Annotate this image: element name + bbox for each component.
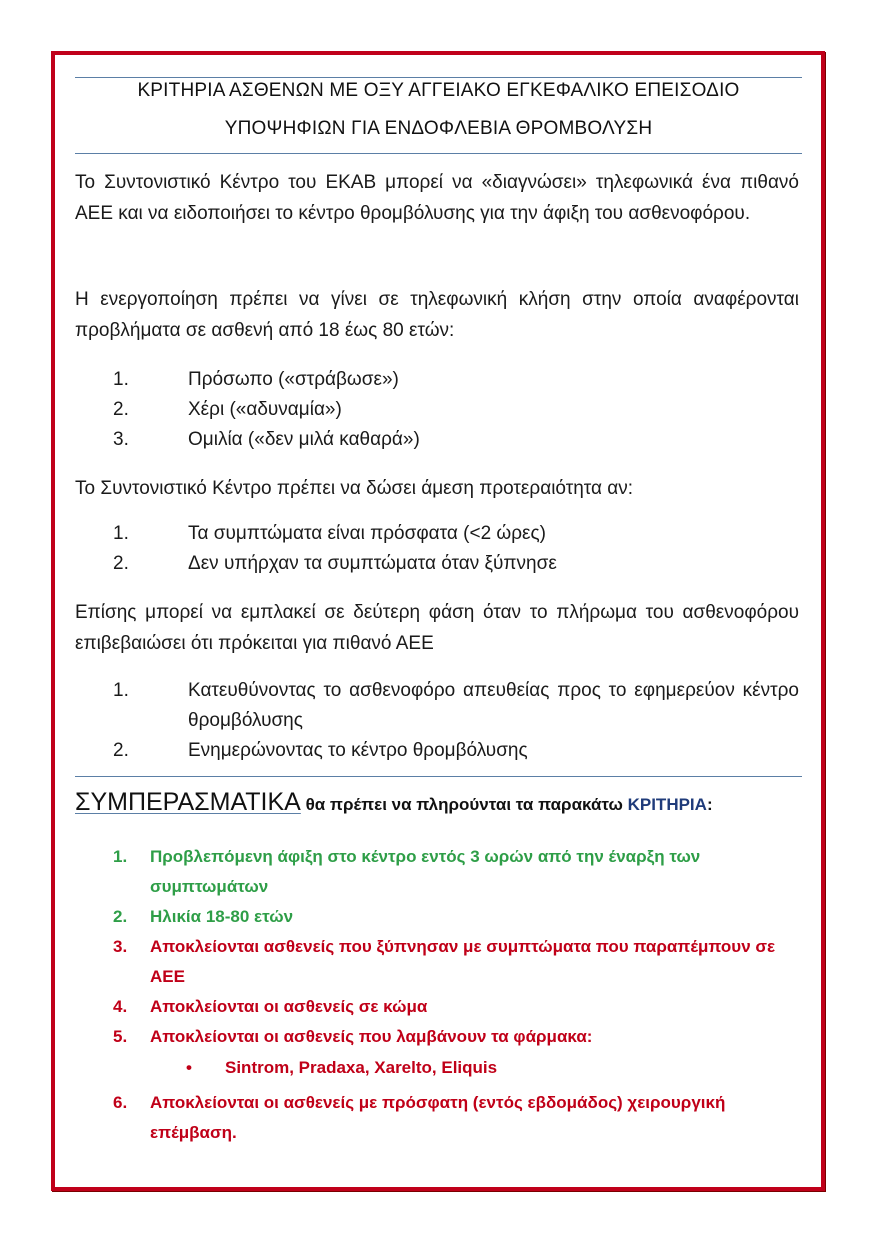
list-item: Ομιλία («δεν μιλά καθαρά»)	[188, 429, 420, 450]
section-rule	[75, 776, 802, 777]
list-item: Τα συμπτώματα είναι πρόσφατα (<2 ώρες)	[188, 523, 547, 544]
conclusion-colon: :	[706, 795, 713, 814]
paragraph-second-phase: Επίσης μπορεί να εμπλακεί σε δεύτερη φάση όταν το πλήρωμα του ασθενοφόρου επιβεβαιώσει ότι πρόκειται για πιθανό ΑΕΕ	[75, 602, 799, 654]
criteria-number: 1.	[113, 847, 128, 866]
drugs-list-item: Sintrom, Pradaxa, Xarelto, Eliquis	[225, 1058, 498, 1077]
paragraph-ekab: Το Συντονιστικό Κέντρο του ΕΚΑΒ μπορεί να «διαγνώσει» τηλεφωνικά ένα πιθανό ΑΕΕ και να ειδοποιήσει το κέντρο θρομβόλυσης για την άφιξη του ασθενοφόρου.	[75, 172, 799, 224]
list-item-number: 2.	[113, 553, 129, 574]
list-item: Ενημερώνοντας το κέντρο θρομβόλυσης	[188, 740, 528, 761]
criteria-item: Αποκλείονται οι ασθενείς που λαμβάνουν τα φάρμακα:	[150, 1027, 593, 1046]
conclusion-keyword: ΚΡΙΤΗΡΙΑ	[627, 795, 707, 814]
conclusion-text: θα πρέπει να πληρούνται τα παρακάτω	[300, 795, 628, 814]
list-item: Χέρι («αδυναμία»)	[188, 399, 342, 420]
conclusion-heading: ΣΥΜΠΕΡΑΣΜΑΤΙΚΑ	[75, 788, 301, 816]
criteria-item: Αποκλείονται οι ασθενείς σε κώμα	[150, 997, 428, 1016]
list-item: Κατευθύνοντας το ασθενοφόρο απευθείας προς το εφημερεύον κέντρο θρομβόλυσης	[188, 680, 799, 731]
title-top-rule	[75, 77, 802, 78]
list-item: Πρόσωπο («στράβωσε»)	[188, 369, 399, 390]
criteria-number: 4.	[113, 997, 128, 1016]
list-item-number: 3.	[113, 429, 129, 450]
criteria-number: 3.	[113, 937, 128, 956]
criteria-item: Αποκλείονται οι ασθενείς με πρόσφατη (εντός εβδομάδος) χειρουργική επέμβαση.	[150, 1093, 726, 1142]
title-bottom-rule	[75, 153, 802, 154]
criteria-number: 2.	[113, 907, 128, 926]
conclusion-heading-line	[75, 788, 713, 817]
criteria-item: Προβλεπόμενη άφιξη στο κέντρο εντός 3 ωρών από την έναρξη των συμπτωμάτων	[150, 847, 701, 896]
list-item-number: 2.	[113, 740, 129, 761]
paragraph-priority: Το Συντονιστικό Κέντρο πρέπει να δώσει άμεση προτεραιότητα αν:	[75, 478, 634, 499]
list-item-number: 1.	[113, 523, 129, 544]
criteria-item: Αποκλείονται ασθενείς που ξύπνησαν με συμπτώματα που παραπέμπουν σε ΑΕΕ	[150, 937, 776, 986]
title-line-1: ΚΡΙΤΗΡΙΑ ΑΣΘΕΝΩΝ ΜΕ ΟΞΥ ΑΓΓΕΙΑΚΟ ΕΓΚΕΦΑΛΙΚΟ ΕΠΕΙΣΟΔΙΟ	[137, 80, 740, 101]
list-item-number: 1.	[113, 369, 129, 390]
list-item-number: 1.	[113, 680, 129, 701]
list-item: Δεν υπήρχαν τα συμπτώματα όταν ξύπνησε	[188, 553, 557, 574]
title-line-2: ΥΠΟΨΗΦΙΩΝ ΓΙΑ ΕΝΔΟΦΛΕΒΙΑ ΘΡΟΜΒΟΛΥΣΗ	[224, 118, 653, 139]
criteria-item: Ηλικία 18-80 ετών	[150, 907, 294, 926]
criteria-number: 5.	[113, 1027, 128, 1046]
criteria-number: 6.	[113, 1093, 128, 1112]
paragraph-activation: Η ενεργοποίηση πρέπει να γίνει σε τηλεφωνική κλήση στην οποία αναφέρονται προβλήματα σε ασθενή από 18 έως 80 ετών:	[75, 289, 799, 341]
bullet-icon: •	[186, 1058, 192, 1077]
list-item-number: 2.	[113, 399, 129, 420]
